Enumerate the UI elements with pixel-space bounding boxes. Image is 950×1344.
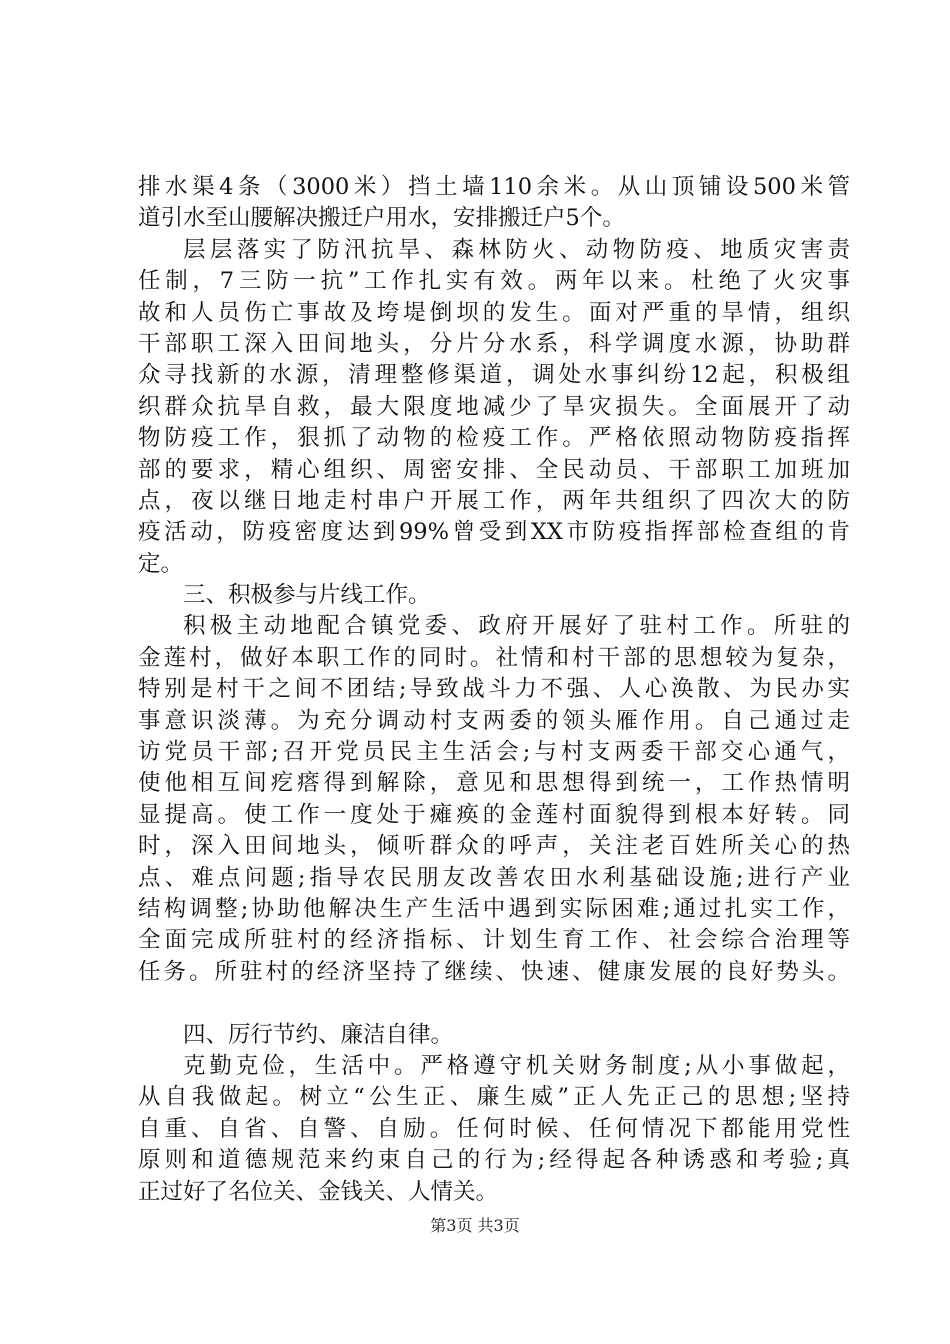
text-line: 事意识淡薄。为充分调动村支两委的领头雁作用。自己通过走 [138, 707, 850, 734]
text-line: 自重、自省、自警、自励。任何时候、任何情况下都能用党性 [138, 1115, 850, 1142]
text-line: 原则和道德规范来约束自己的行为;经得起各种诱惑和考验;真 [138, 1147, 850, 1174]
text-line: 任制，7三防一抗”工作扎实有效。两年以来。杜绝了火灾事 [138, 268, 850, 295]
text-line: 道引水至山腰解决搬迁户用水，安排搬迁户5个。 [138, 205, 625, 232]
text-line: 众寻找新的水源，清理整修渠道，调处水事纠纷12起，积极组 [138, 362, 850, 389]
text-line: 时，深入田间地头，倾听群众的呼声，关注老百姓所关心的热 [138, 833, 850, 860]
text-line: 排水渠4条（3000米）挡土墙110余米。从山顶铺设500米管 [138, 174, 850, 200]
section-heading: 三、积极参与片线工作。 [183, 582, 431, 609]
page-number-footer: 第3页 共3页 [430, 1216, 520, 1235]
text-line: 全面完成所驻村的经济指标、计划生育工作、社会综合治理等 [138, 927, 850, 954]
text-line: 特别是村干之间不团结;导致战斗力不强、人心涣散、为民办实 [138, 676, 850, 703]
paragraph-gap [138, 988, 850, 1019]
text-line: 使他相互间疙瘩得到解除，意见和思想得到统一，工作热情明 [138, 770, 850, 797]
text-line: 定。 [138, 550, 184, 577]
text-line: 故和人员伤亡事故及垮堤倒坝的发生。面对严重的旱情，组织 [138, 299, 850, 326]
text-line: 部的要求，精心组织、周密安排、全民动员、干部职工加班加 [138, 456, 850, 483]
text-line: 任务。所驻村的经济坚持了继续、快速、健康发展的良好势头。 [138, 958, 850, 985]
document-body [138, 172, 850, 1208]
text-line: 层层落实了防汛抗旱、森林防火、动物防疫、地质灾害责 [183, 236, 850, 263]
section-heading: 四、厉行节约、廉洁自律。 [183, 1021, 454, 1048]
text-line: 从自我做起。树立“公生正、廉生威”正人先正己的思想;坚持 [138, 1084, 850, 1111]
text-line: 点、难点问题;指导农民朋友改善农田水利基础设施;进行产业 [138, 864, 850, 891]
text-line: 访党员干部;召开党员民主生活会;与村支两委干部交心通气， [138, 739, 850, 766]
text-line: 正过好了名位关、金钱关、人情关。 [138, 1178, 499, 1205]
text-line: 干部职工深入田间地头，分片分水系，科学调度水源，协助群 [138, 330, 850, 357]
text-line: 金莲村，做好本职工作的同时。社情和村干部的思想较为复杂， [138, 644, 850, 671]
text-line: 积极主动地配合镇党委、政府开展好了驻村工作。所驻的 [183, 613, 850, 640]
text-line: 点，夜以继日地走村串户开展工作，两年共组织了四次大的防 [138, 487, 850, 514]
text-line: 疫活动，防疫密度达到99%曾受到XX市防疫指挥部检查组的肯 [138, 519, 850, 546]
text-line: 物防疫工作，狠抓了动物的检疫工作。严格依照动物防疫指挥 [138, 425, 850, 452]
text-line: 克勤克俭，生活中。严格遵守机关财务制度;从小事做起， [183, 1052, 850, 1079]
text-line: 显提高。使工作一度处于瘫痪的金莲村面貌得到根本好转。同 [138, 801, 850, 828]
text-line: 织群众抗旱自救，最大限度地减少了旱灾损失。全面展开了动 [138, 393, 850, 420]
text-line: 结构调整;协助他解决生产生活中遇到实际困难;通过扎实工作， [138, 895, 850, 922]
